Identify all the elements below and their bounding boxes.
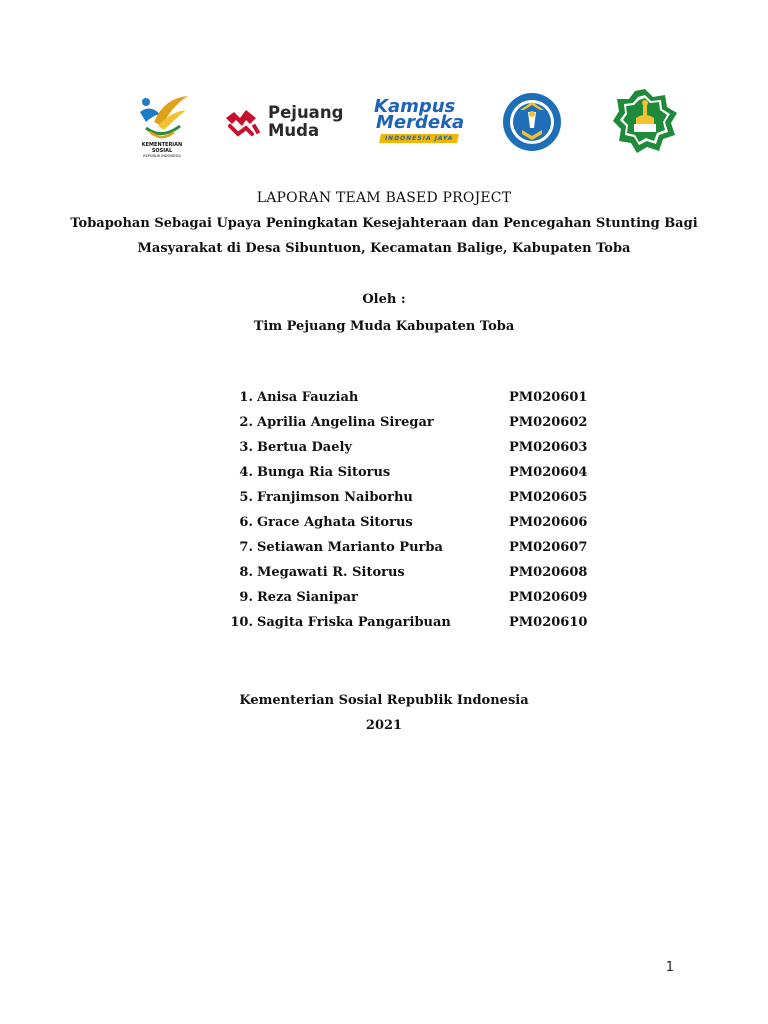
- report-subtitle-line2: Masyarakat di Desa Sibuntuon, Kecamatan Balige, Kabupaten Toba: [137, 241, 631, 256]
- kemensos-subcaption: REPUBLIK INDONESIA: [143, 154, 181, 158]
- tut-wuri-logo: [498, 92, 566, 152]
- title-block: [0, 186, 768, 261]
- pejuang-muda-hand-icon: [222, 104, 266, 140]
- member-id: PM020604: [509, 465, 588, 480]
- member-number: 2.: [239, 415, 253, 430]
- member-row: [229, 460, 609, 485]
- report-subtitle-line1: Tobapohan Sebagai Upaya Peningkatan Kesejahteraan dan Pencegahan Stunting Bagi: [70, 216, 698, 231]
- member-name: Reza Sianipar: [257, 590, 358, 605]
- member-number: 6.: [239, 515, 253, 530]
- member-row: [229, 610, 609, 635]
- member-id: PM020605: [509, 490, 588, 505]
- kampus-merdeka-line2: Merdeka: [376, 112, 465, 133]
- member-name: Grace Aghata Sitorus: [257, 515, 413, 530]
- member-number: 4.: [239, 465, 253, 480]
- member-id: PM020609: [509, 590, 588, 605]
- member-row: [229, 385, 609, 410]
- tut-wuri-handayani-emblem-icon: [498, 92, 566, 152]
- kampus-merdeka-ribbon: INDONESIA JAYA: [379, 134, 459, 143]
- kemensos-logo: [132, 92, 192, 158]
- member-row: [229, 485, 609, 510]
- team-name: Tim Pejuang Muda Kabupaten Toba: [253, 319, 515, 334]
- member-row: [229, 585, 609, 610]
- member-number: 3.: [239, 440, 253, 455]
- member-name: Aprilia Angelina Siregar: [257, 415, 434, 430]
- member-number: 1.: [239, 390, 253, 405]
- member-number: 5.: [239, 490, 253, 505]
- logo-row: [0, 84, 768, 164]
- kemensos-emblem-icon: [132, 92, 192, 148]
- institution-name: Kementerian Sosial Republik Indonesia: [239, 693, 529, 708]
- pejuang-muda-line1: Pejuang: [268, 103, 344, 122]
- pejuang-muda-line2: Muda: [268, 121, 320, 140]
- member-number: 7.: [239, 540, 253, 555]
- member-id: PM020610: [509, 615, 588, 630]
- kampus-merdeka-logo: [372, 98, 466, 148]
- member-name: Sagita Friska Pangaribuan: [257, 615, 451, 630]
- member-row: [229, 535, 609, 560]
- member-row: [229, 560, 609, 585]
- author-block: [0, 286, 768, 340]
- member-row: [229, 435, 609, 460]
- kampus-merdeka-line1: Kampus: [374, 96, 456, 117]
- member-name: Megawati R. Sitorus: [257, 565, 405, 580]
- member-id: PM020603: [509, 440, 588, 455]
- report-year: 2021: [365, 718, 403, 733]
- report-title: LAPORAN TEAM BASED PROJECT: [256, 190, 512, 206]
- kemenag-emblem-icon: [612, 88, 678, 154]
- member-row: [229, 410, 609, 435]
- member-id: PM020606: [509, 515, 588, 530]
- member-id: PM020608: [509, 565, 588, 580]
- member-name: Anisa Fauziah: [257, 390, 359, 405]
- member-name: Bertua Daely: [257, 440, 352, 455]
- member-number: 10.: [230, 615, 253, 630]
- by-label: Oleh :: [362, 292, 406, 307]
- member-list: [229, 385, 609, 635]
- member-row: [229, 510, 609, 535]
- member-id: PM020607: [509, 540, 588, 555]
- page-number: 1: [665, 960, 674, 975]
- footer-block: [0, 688, 768, 738]
- member-id: PM020601: [509, 390, 588, 405]
- member-name: Setiawan Marianto Purba: [257, 540, 443, 555]
- member-name: Franjimson Naiborhu: [257, 490, 413, 505]
- pejuang-muda-logo: [222, 102, 347, 142]
- kemenag-logo: [612, 88, 678, 154]
- member-name: Bunga Ria Sitorus: [257, 465, 391, 480]
- member-number: 8.: [239, 565, 253, 580]
- member-number: 9.: [239, 590, 253, 605]
- kemensos-caption: KEMENTERIAN SOSIAL: [141, 142, 183, 154]
- member-id: PM020602: [509, 415, 588, 430]
